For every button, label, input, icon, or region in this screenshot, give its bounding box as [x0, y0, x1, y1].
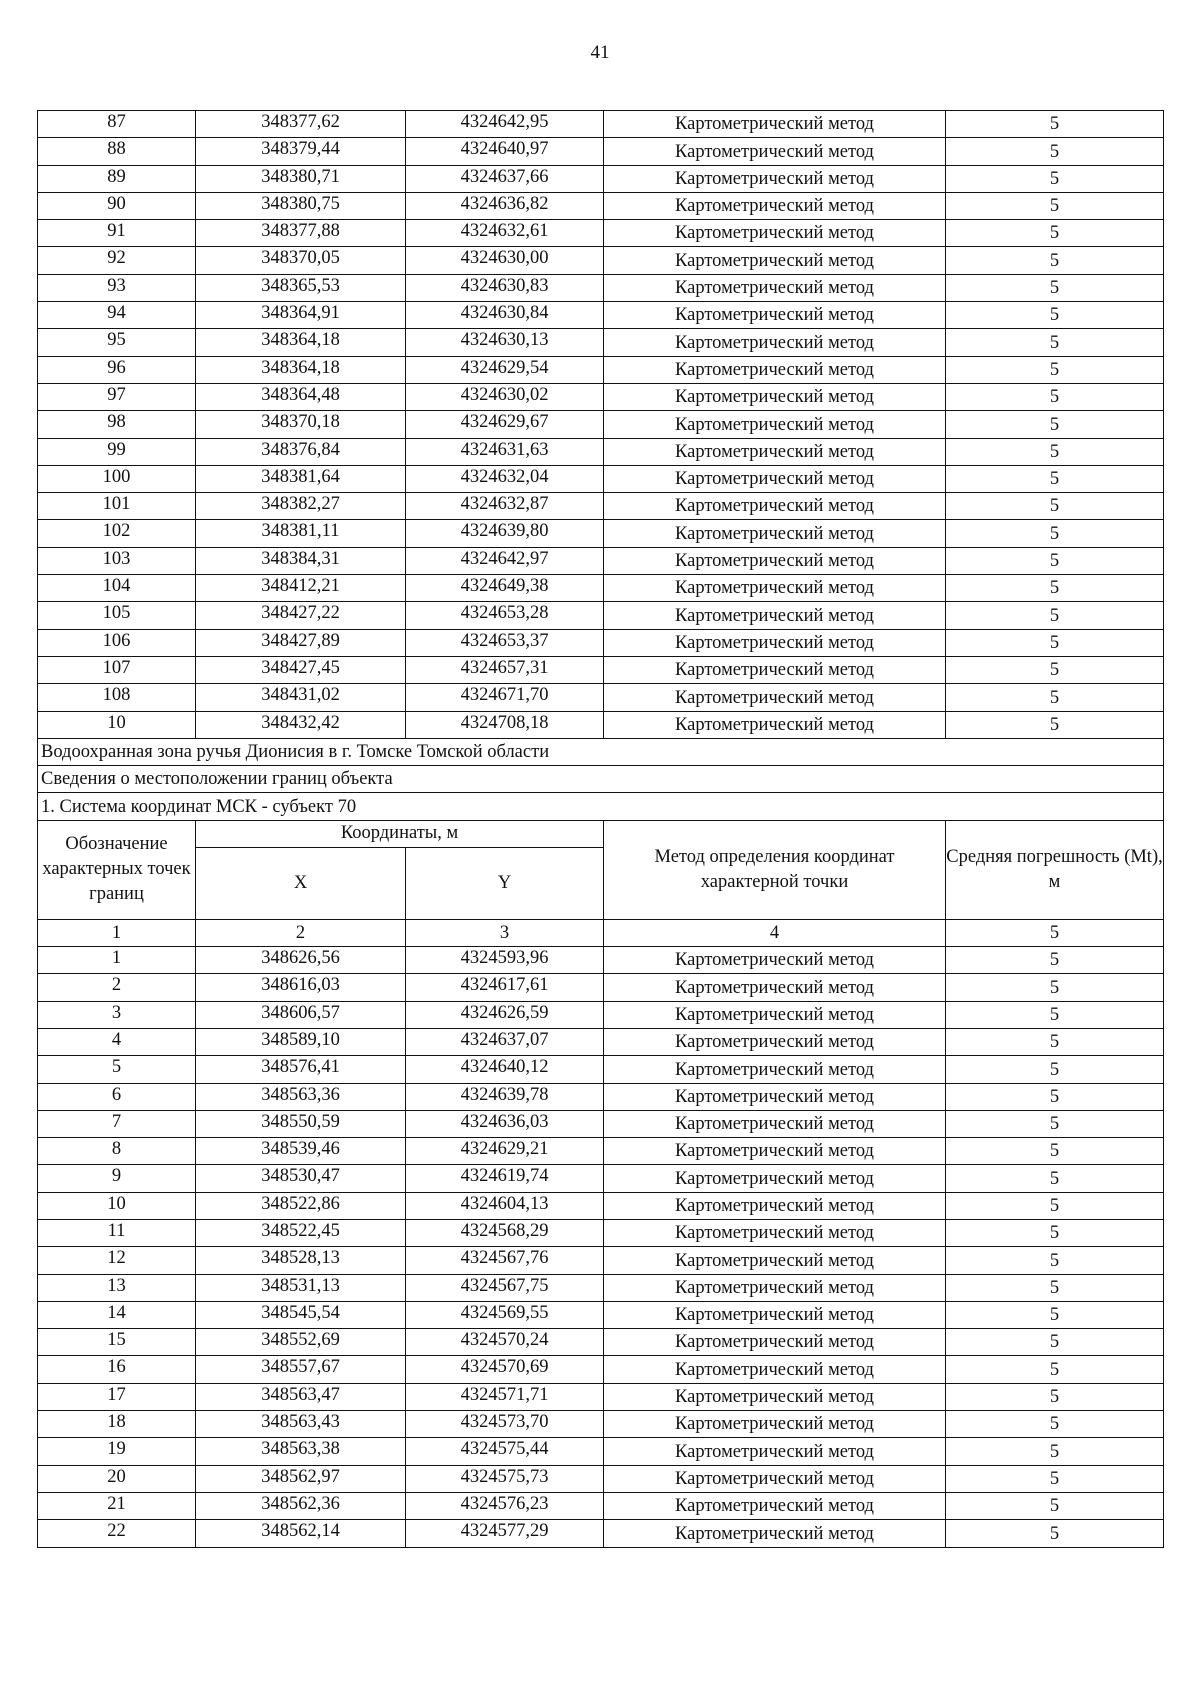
coordinates-table: [37, 110, 1164, 1548]
mean-error: 5: [946, 1383, 1164, 1410]
y-header: Y: [406, 847, 604, 919]
point-number: 5: [38, 1056, 196, 1083]
table-row: [38, 438, 1164, 465]
mean-error: 5: [946, 1192, 1164, 1219]
y-coordinate: 4324657,31: [406, 656, 604, 683]
table-row: [38, 1383, 1164, 1410]
point-number: 92: [38, 247, 196, 274]
y-coordinate: 4324567,76: [406, 1247, 604, 1274]
table-row: [38, 247, 1164, 274]
mean-error: 5: [946, 111, 1164, 138]
y-coordinate: 4324636,03: [406, 1110, 604, 1137]
point-number: 87: [38, 111, 196, 138]
method: Картометрический метод: [604, 1247, 946, 1274]
second-points-body: [38, 947, 1164, 1548]
x-coordinate: 348364,91: [196, 302, 406, 329]
point-number: 8: [38, 1138, 196, 1165]
y-coordinate: 4324626,59: [406, 1001, 604, 1028]
method: Картометрический метод: [604, 138, 946, 165]
x-coordinate: 348550,59: [196, 1110, 406, 1137]
method: Картометрический метод: [604, 302, 946, 329]
mean-error: 5: [946, 329, 1164, 356]
info-title-row: [38, 766, 1164, 793]
x-coordinate: 348562,36: [196, 1492, 406, 1519]
method: Картометрический метод: [604, 1383, 946, 1410]
method: Картометрический метод: [604, 111, 946, 138]
y-coordinate: 4324629,21: [406, 1138, 604, 1165]
method: Картометрический метод: [604, 602, 946, 629]
x-coordinate: 348377,88: [196, 220, 406, 247]
mean-error: 5: [946, 1056, 1164, 1083]
mean-error: 5: [946, 1520, 1164, 1547]
method: Картометрический метод: [604, 1028, 946, 1055]
table-row: [38, 684, 1164, 711]
y-coordinate: 4324629,67: [406, 411, 604, 438]
mean-error: 5: [946, 1492, 1164, 1519]
mean-error: 5: [946, 302, 1164, 329]
table-row: [38, 192, 1164, 219]
x-coordinate: 348376,84: [196, 438, 406, 465]
x-coordinate: 348377,62: [196, 111, 406, 138]
point-designation-label: Обозначение характерных точек границ: [42, 834, 191, 905]
table-row: [38, 220, 1164, 247]
column-number: 3: [406, 919, 604, 946]
method: Картометрический метод: [604, 1219, 946, 1246]
method: Картометрический метод: [604, 547, 946, 574]
x-coordinate: 348616,03: [196, 974, 406, 1001]
table-row: [38, 1056, 1164, 1083]
column-number: 5: [946, 919, 1164, 946]
mean-error: 5: [946, 602, 1164, 629]
x-coordinate: 348563,47: [196, 1383, 406, 1410]
point-number: 17: [38, 1383, 196, 1410]
mean-error: 5: [946, 974, 1164, 1001]
mean-error: 5: [946, 1247, 1164, 1274]
x-coordinate: 348380,75: [196, 192, 406, 219]
method: Картометрический метод: [604, 629, 946, 656]
table-row: [38, 520, 1164, 547]
x-header: X: [196, 847, 406, 919]
column-number: 2: [196, 919, 406, 946]
x-coordinate: 348563,43: [196, 1411, 406, 1438]
column-number: 1: [38, 919, 196, 946]
y-coordinate: 4324570,69: [406, 1356, 604, 1383]
table-row: [38, 411, 1164, 438]
y-coordinate: 4324577,29: [406, 1520, 604, 1547]
mean-error: 5: [946, 1028, 1164, 1055]
mean-error: 5: [946, 629, 1164, 656]
mean-error: 5: [946, 138, 1164, 165]
x-coordinate: 348431,02: [196, 684, 406, 711]
table-row: [38, 1165, 1164, 1192]
y-coordinate: 4324630,84: [406, 302, 604, 329]
mean-error: 5: [946, 1329, 1164, 1356]
method: Картометрический метод: [604, 383, 946, 410]
x-coordinate: 348370,18: [196, 411, 406, 438]
method: Картометрический метод: [604, 192, 946, 219]
y-coordinate: 4324671,70: [406, 684, 604, 711]
mean-error: 5: [946, 383, 1164, 410]
point-number: 97: [38, 383, 196, 410]
x-coordinate: 348432,42: [196, 711, 406, 738]
table-row: [38, 138, 1164, 165]
method: Картометрический метод: [604, 711, 946, 738]
point-number: 104: [38, 575, 196, 602]
method-header: [604, 820, 946, 919]
table-row: [38, 1274, 1164, 1301]
point-number: 99: [38, 438, 196, 465]
mean-error: 5: [946, 1301, 1164, 1328]
table-row: [38, 1438, 1164, 1465]
point-number: 11: [38, 1219, 196, 1246]
mean-error: 5: [946, 1110, 1164, 1137]
y-coordinate: 4324567,75: [406, 1274, 604, 1301]
method: Картометрический метод: [604, 575, 946, 602]
mean-error: 5: [946, 1165, 1164, 1192]
x-coordinate: 348530,47: [196, 1165, 406, 1192]
mean-error: 5: [946, 356, 1164, 383]
mean-error: 5: [946, 274, 1164, 301]
table-row: [38, 1028, 1164, 1055]
x-coordinate: 348531,13: [196, 1274, 406, 1301]
y-coordinate: 4324575,73: [406, 1465, 604, 1492]
y-coordinate: 4324630,00: [406, 247, 604, 274]
table-row: [38, 1219, 1164, 1246]
mean-error: 5: [946, 165, 1164, 192]
table-row: [38, 1411, 1164, 1438]
y-coordinate: 4324568,29: [406, 1219, 604, 1246]
point-number: 16: [38, 1356, 196, 1383]
point-number: 95: [38, 329, 196, 356]
x-coordinate: 348522,86: [196, 1192, 406, 1219]
y-coordinate: 4324604,13: [406, 1192, 604, 1219]
table-row: [38, 656, 1164, 683]
y-coordinate: 4324639,78: [406, 1083, 604, 1110]
x-coordinate: 348379,44: [196, 138, 406, 165]
method: Картометрический метод: [604, 1165, 946, 1192]
point-number: 102: [38, 520, 196, 547]
table-row: [38, 1520, 1164, 1547]
point-number: 21: [38, 1492, 196, 1519]
zone-title: Водоохранная зона ручья Дионисия в г. Томске Томской области: [38, 738, 1164, 765]
y-coordinate: 4324649,38: [406, 575, 604, 602]
x-coordinate: 348545,54: [196, 1301, 406, 1328]
method: Картометрический метод: [604, 1411, 946, 1438]
point-number: 14: [38, 1301, 196, 1328]
method: Картометрический метод: [604, 520, 946, 547]
y-coordinate: 4324593,96: [406, 947, 604, 974]
table-row: [38, 1465, 1164, 1492]
coord-system: 1. Система координат МСК - субъект 70: [38, 793, 1164, 820]
mean-error: 5: [946, 247, 1164, 274]
x-coordinate: 348381,64: [196, 465, 406, 492]
method: Картометрический метод: [604, 220, 946, 247]
x-coordinate: 348364,18: [196, 329, 406, 356]
x-coordinate: 348606,57: [196, 1001, 406, 1028]
x-coordinate: 348381,11: [196, 520, 406, 547]
y-coordinate: 4324632,61: [406, 220, 604, 247]
mean-error-header: [946, 820, 1164, 919]
y-coordinate: 4324630,13: [406, 329, 604, 356]
x-coordinate: 348365,53: [196, 274, 406, 301]
method: Картометрический метод: [604, 1438, 946, 1465]
section-header: [38, 738, 1164, 946]
point-number: 22: [38, 1520, 196, 1547]
info-title: Сведения о местоположении границ объекта: [38, 766, 1164, 793]
point-number: 3: [38, 1001, 196, 1028]
point-number: 19: [38, 1438, 196, 1465]
table-row: [38, 329, 1164, 356]
method: Картометрический метод: [604, 438, 946, 465]
method: Картометрический метод: [604, 947, 946, 974]
mean-error: 5: [946, 947, 1164, 974]
mean-error: 5: [946, 1083, 1164, 1110]
header-row-top: [38, 820, 1164, 847]
method: Картометрический метод: [604, 411, 946, 438]
method: Картометрический метод: [604, 1056, 946, 1083]
first-points-body: [38, 111, 1164, 739]
method: Картометрический метод: [604, 247, 946, 274]
table-row: [38, 1356, 1164, 1383]
x-coordinate: 348562,97: [196, 1465, 406, 1492]
y-coordinate: 4324630,83: [406, 274, 604, 301]
table-row: [38, 1492, 1164, 1519]
x-coordinate: 348370,05: [196, 247, 406, 274]
table-row: [38, 465, 1164, 492]
point-number: 6: [38, 1083, 196, 1110]
table-row: [38, 274, 1164, 301]
y-coordinate: 4324639,80: [406, 520, 604, 547]
mean-error: 5: [946, 684, 1164, 711]
table-row: [38, 1192, 1164, 1219]
coordinates-header: Координаты, м: [196, 820, 604, 847]
y-coordinate: 4324631,63: [406, 438, 604, 465]
method: Картометрический метод: [604, 1083, 946, 1110]
mean-error: 5: [946, 220, 1164, 247]
point-number: 90: [38, 192, 196, 219]
table-row: [38, 165, 1164, 192]
method: Картометрический метод: [604, 1356, 946, 1383]
mean-error: 5: [946, 192, 1164, 219]
method: Картометрический метод: [604, 1192, 946, 1219]
x-coordinate: 348412,21: [196, 575, 406, 602]
x-coordinate: 348522,45: [196, 1219, 406, 1246]
point-number: 18: [38, 1411, 196, 1438]
zone-title-row: [38, 738, 1164, 765]
x-coordinate: 348576,41: [196, 1056, 406, 1083]
method: Картометрический метод: [604, 1301, 946, 1328]
y-coordinate: 4324708,18: [406, 711, 604, 738]
mean-error: 5: [946, 411, 1164, 438]
point-number: 13: [38, 1274, 196, 1301]
table-row: [38, 1110, 1164, 1137]
y-coordinate: 4324573,70: [406, 1411, 604, 1438]
point-number: 98: [38, 411, 196, 438]
method: Картометрический метод: [604, 329, 946, 356]
table-row: [38, 1301, 1164, 1328]
table-row: [38, 1247, 1164, 1274]
y-coordinate: 4324636,82: [406, 192, 604, 219]
mean-error: 5: [946, 711, 1164, 738]
point-number: 93: [38, 274, 196, 301]
y-coordinate: 4324576,23: [406, 1492, 604, 1519]
x-coordinate: 348562,14: [196, 1520, 406, 1547]
y-coordinate: 4324653,28: [406, 602, 604, 629]
mean-error: 5: [946, 1274, 1164, 1301]
method: Картометрический метод: [604, 1138, 946, 1165]
table-row: [38, 575, 1164, 602]
point-number: 4: [38, 1028, 196, 1055]
method: Картометрический метод: [604, 493, 946, 520]
table-row: [38, 1083, 1164, 1110]
x-coordinate: 348563,38: [196, 1438, 406, 1465]
y-coordinate: 4324570,24: [406, 1329, 604, 1356]
mean-error: 5: [946, 575, 1164, 602]
y-coordinate: 4324629,54: [406, 356, 604, 383]
method: Картометрический метод: [604, 356, 946, 383]
x-coordinate: 348364,48: [196, 383, 406, 410]
y-coordinate: 4324637,66: [406, 165, 604, 192]
table-row: [38, 602, 1164, 629]
method: Картометрический метод: [604, 1329, 946, 1356]
x-coordinate: 348626,56: [196, 947, 406, 974]
y-coordinate: 4324619,74: [406, 1165, 604, 1192]
method: Картометрический метод: [604, 1520, 946, 1547]
table-row: [38, 383, 1164, 410]
mean-error: 5: [946, 1411, 1164, 1438]
y-coordinate: 4324637,07: [406, 1028, 604, 1055]
mean-error: 5: [946, 438, 1164, 465]
mean-error: 5: [946, 1001, 1164, 1028]
x-coordinate: 348382,27: [196, 493, 406, 520]
column-number: 4: [604, 919, 946, 946]
x-coordinate: 348589,10: [196, 1028, 406, 1055]
y-coordinate: 4324571,71: [406, 1383, 604, 1410]
x-coordinate: 348427,45: [196, 656, 406, 683]
table-row: [38, 1138, 1164, 1165]
x-coordinate: 348384,31: [196, 547, 406, 574]
y-coordinate: 4324575,44: [406, 1438, 604, 1465]
x-coordinate: 348557,67: [196, 1356, 406, 1383]
point-number: 1: [38, 947, 196, 974]
x-coordinate: 348380,71: [196, 165, 406, 192]
method: Картометрический метод: [604, 1001, 946, 1028]
point-number: 15: [38, 1329, 196, 1356]
point-number: 91: [38, 220, 196, 247]
method: Картометрический метод: [604, 165, 946, 192]
point-number: 2: [38, 974, 196, 1001]
mean-error-label: Средняя погрешность (Mt), м: [946, 846, 1163, 892]
table-row: [38, 947, 1164, 974]
x-coordinate: 348552,69: [196, 1329, 406, 1356]
point-number: 108: [38, 684, 196, 711]
point-number: 106: [38, 629, 196, 656]
table-row: [38, 493, 1164, 520]
mean-error: 5: [946, 1465, 1164, 1492]
y-coordinate: 4324640,97: [406, 138, 604, 165]
method: Картометрический метод: [604, 974, 946, 1001]
table-row: [38, 1329, 1164, 1356]
point-number: 88: [38, 138, 196, 165]
table-row: [38, 1001, 1164, 1028]
y-coordinate: 4324640,12: [406, 1056, 604, 1083]
mean-error: 5: [946, 520, 1164, 547]
mean-error: 5: [946, 1356, 1164, 1383]
method: Картометрический метод: [604, 1492, 946, 1519]
mean-error: 5: [946, 465, 1164, 492]
point-number: 89: [38, 165, 196, 192]
method: Картометрический метод: [604, 1110, 946, 1137]
point-number: 9: [38, 1165, 196, 1192]
y-coordinate: 4324569,55: [406, 1301, 604, 1328]
method: Картометрический метод: [604, 274, 946, 301]
x-coordinate: 348528,13: [196, 1247, 406, 1274]
table-row: [38, 302, 1164, 329]
point-number: 7: [38, 1110, 196, 1137]
point-number: 10: [38, 1192, 196, 1219]
method: Картометрический метод: [604, 1465, 946, 1492]
page-number: 41: [590, 42, 610, 63]
point-number: 96: [38, 356, 196, 383]
method: Картометрический метод: [604, 684, 946, 711]
table-row: [38, 711, 1164, 738]
point-number: 105: [38, 602, 196, 629]
y-coordinate: 4324630,02: [406, 383, 604, 410]
method: Картометрический метод: [604, 465, 946, 492]
table-row: [38, 356, 1164, 383]
point-number: 94: [38, 302, 196, 329]
x-coordinate: 348563,36: [196, 1083, 406, 1110]
point-number: 12: [38, 1247, 196, 1274]
x-coordinate: 348539,46: [196, 1138, 406, 1165]
x-coordinate: 348364,18: [196, 356, 406, 383]
point-number: 101: [38, 493, 196, 520]
point-number: 10: [38, 711, 196, 738]
mean-error: 5: [946, 547, 1164, 574]
point-number: 100: [38, 465, 196, 492]
y-coordinate: 4324642,97: [406, 547, 604, 574]
mean-error: 5: [946, 1219, 1164, 1246]
mean-error: 5: [946, 493, 1164, 520]
mean-error: 5: [946, 1438, 1164, 1465]
table-row: [38, 974, 1164, 1001]
x-coordinate: 348427,22: [196, 602, 406, 629]
mean-error: 5: [946, 656, 1164, 683]
point-number: 107: [38, 656, 196, 683]
method: Картометрический метод: [604, 1274, 946, 1301]
y-coordinate: 4324642,95: [406, 111, 604, 138]
table-row: [38, 629, 1164, 656]
coord-system-row: [38, 793, 1164, 820]
method-header-label: Метод определения координат характерной точки: [654, 846, 895, 892]
y-coordinate: 4324632,04: [406, 465, 604, 492]
y-coordinate: 4324617,61: [406, 974, 604, 1001]
table-row: [38, 111, 1164, 138]
column-numbers-row: [38, 919, 1164, 946]
point-number: 20: [38, 1465, 196, 1492]
method: Картометрический метод: [604, 656, 946, 683]
table-row: [38, 547, 1164, 574]
mean-error: 5: [946, 1138, 1164, 1165]
y-coordinate: 4324632,87: [406, 493, 604, 520]
point-designation-header: [38, 820, 196, 919]
point-number: 103: [38, 547, 196, 574]
x-coordinate: 348427,89: [196, 629, 406, 656]
y-coordinate: 4324653,37: [406, 629, 604, 656]
